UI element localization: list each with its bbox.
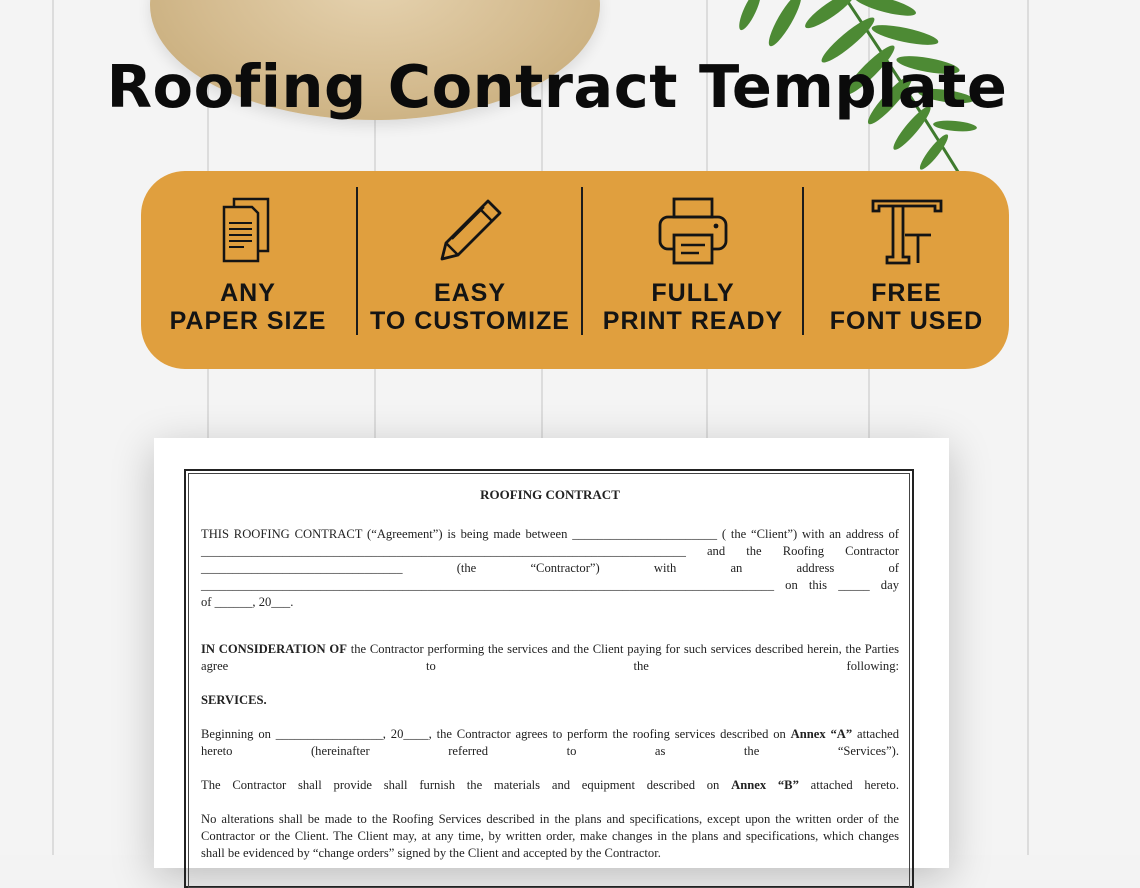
- alterations-line: Contractor or the Client. The Client may, at any time, by written order, make changes in the plans and specifications, which changes: [201, 829, 899, 843]
- feature-fully-print-ready: [583, 171, 803, 369]
- contract-document-preview: [154, 438, 949, 868]
- feature-easy-to-customize: [358, 171, 582, 369]
- feature-free-font-used: [804, 171, 1009, 369]
- feature-any-paper-size: [141, 171, 355, 369]
- services-heading: SERVICES.: [201, 693, 267, 707]
- intro-line: ________________________________ (the “Contractor”) with an address of: [201, 561, 899, 575]
- pencil-icon: [434, 195, 506, 267]
- features-banner: [141, 171, 1009, 369]
- page-title: Roofing Contract Template: [106, 52, 1008, 121]
- furnish-line: The Contractor shall provide shall furnish the materials and equipment described on Annex “B” attached hereto.: [201, 778, 899, 792]
- document-body: [201, 486, 899, 862]
- alterations-line: No alterations shall be made to the Roofing Services described in the plans and specifications, except upon the written order of the: [201, 812, 899, 826]
- beginning-line: Beginning on _________________, 20____, the Contractor agrees to perform the roofing services described on Annex “A” attached: [201, 727, 899, 741]
- feature-label: FREE FONT USED: [829, 279, 984, 335]
- document-heading: ROOFING CONTRACT: [480, 487, 620, 502]
- beginning-line: hereto (hereinafter referred to as the “Services”).: [201, 744, 899, 758]
- intro-line: of ______, 20___.: [201, 595, 294, 609]
- feature-label: ANY PAPER SIZE: [169, 279, 327, 335]
- consideration-line: agree to the following:: [201, 659, 899, 673]
- alterations-line: shall be evidenced by “change orders” signed by the Client and accepted by the Contractor.: [201, 846, 661, 860]
- intro-line: THIS ROOFING CONTRACT (“Agreement”) is being made between _______________________ ( the “Client”) with an address of: [201, 527, 899, 541]
- consideration-line: IN CONSIDERATION OF the Contractor performing the services and the Client paying for such services described herein, the Parties: [201, 642, 899, 656]
- printer-icon: [656, 195, 730, 267]
- feature-label: EASY TO CUSTOMIZE: [370, 279, 570, 335]
- font-icon: [869, 195, 945, 267]
- document-pages-icon: [218, 195, 278, 267]
- plank-seam: [52, 0, 54, 855]
- intro-line: _____________________________________________________________________________ and the Roofing Contractor: [201, 544, 899, 558]
- intro-line: ___________________________________________________________________________________________ on this _____ day: [201, 578, 899, 592]
- feature-label: FULLY PRINT READY: [602, 279, 784, 335]
- plank-seam: [1027, 0, 1029, 855]
